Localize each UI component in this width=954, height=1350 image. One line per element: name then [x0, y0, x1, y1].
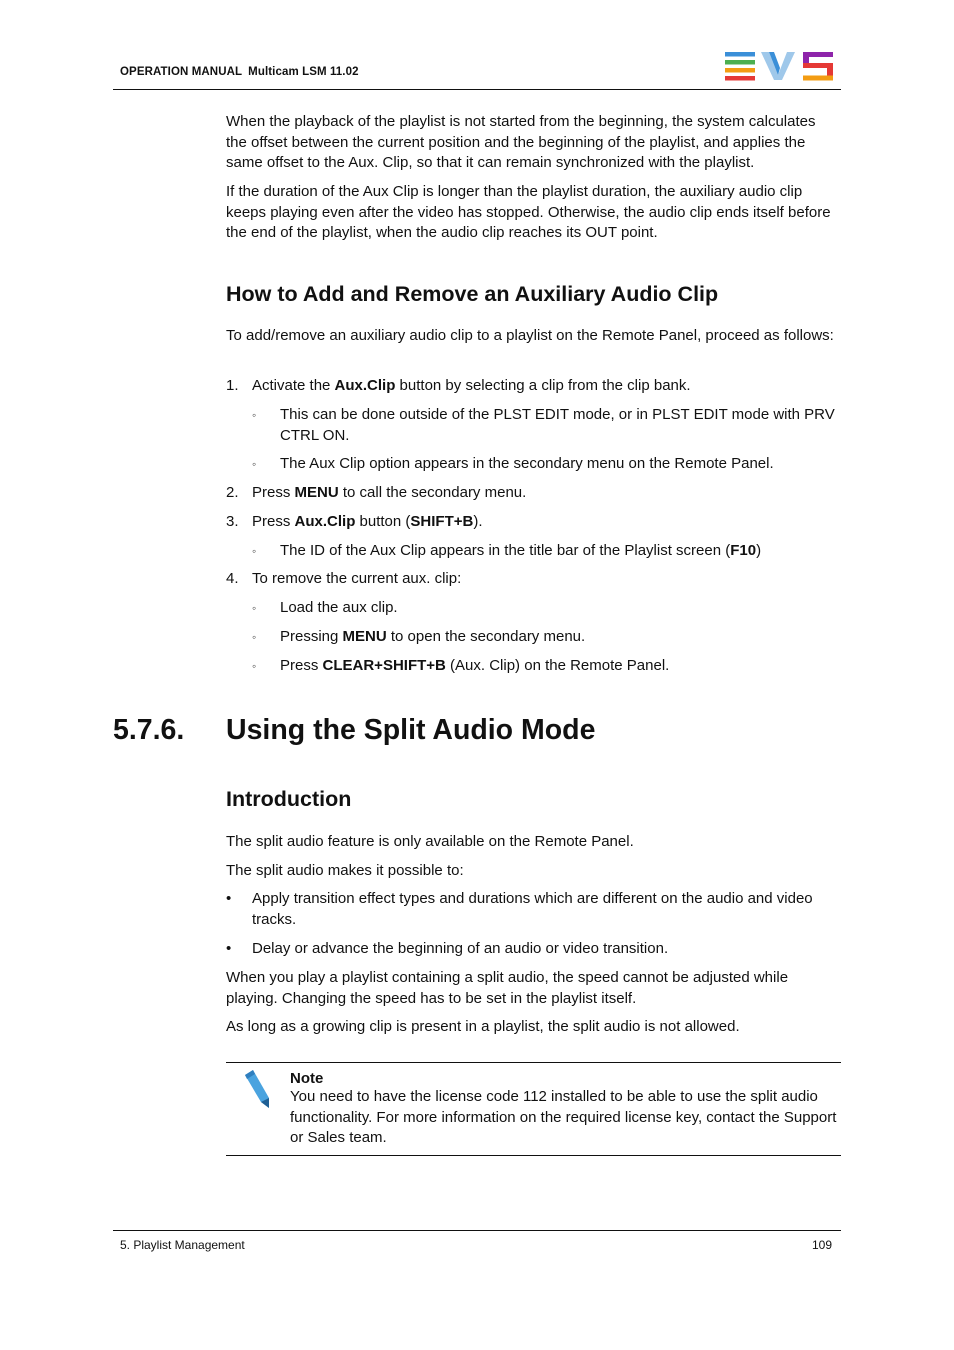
step-3-sub-1: The ID of the Aux Clip appears in the title bar of the Playlist screen (F10)	[280, 542, 762, 559]
evs-logo	[725, 51, 835, 81]
sub-bullet-marker: ◦	[252, 659, 257, 673]
sub-bullet-marker: ◦	[252, 630, 257, 644]
footer-chapter: 5. Playlist Management	[120, 1238, 245, 1252]
step-4: To remove the current aux. clip:	[252, 570, 462, 587]
product-name: Multicam LSM 11.02	[248, 66, 359, 78]
step-1-sub-1: This can be done outside of the PLST EDIT mode, or in PLST EDIT mode with PRV CTRL ON.	[280, 406, 835, 444]
split-bullet-1: Apply transition effect types and durations which are different on the audio and video tracks.	[252, 890, 813, 928]
section-title: Using the Split Audio Mode	[226, 714, 596, 746]
header-title	[120, 66, 359, 78]
step-2: Press MENU to call the secondary menu.	[252, 484, 527, 501]
footer-rule	[113, 1230, 841, 1231]
step-4-sub-3: Press CLEAR+SHIFT+B (Aux. Clip) on the Remote Panel.	[280, 657, 670, 674]
introduction-heading: Introduction	[226, 787, 352, 811]
step-4-sub-1: Load the aux clip.	[280, 599, 398, 616]
intro-paragraph-2: If the duration of the Aux Clip is longer than the playlist duration, the auxiliary audio clip keeps playing even after the video has stopped. Otherwise, the audio clip ends itself before the end of the playlist, when the audio clip reaches its OUT point.	[226, 183, 831, 241]
header-rule	[113, 89, 841, 90]
step-1: Activate the Aux.Clip button by selecting a clip from the clip bank.	[252, 377, 691, 394]
step-3: Press Aux.Clip button (SHIFT+B).	[252, 513, 483, 530]
manual-label: OPERATION MANUAL	[120, 66, 243, 78]
pencil-icon	[242, 1068, 274, 1110]
step-number: 4.	[226, 570, 239, 587]
split-bullet-2: Delay or advance the beginning of an audio or video transition.	[252, 940, 669, 957]
step-1-sub-2: The Aux Clip option appears in the secondary menu on the Remote Panel.	[280, 455, 774, 472]
note-text: You need to have the license code 112 installed to be able to use the split audio functionality. For more information on the required license key, contact the Support or Sales team.	[290, 1088, 837, 1146]
step-number: 1.	[226, 377, 239, 394]
split-paragraph-1: The split audio feature is only available on the Remote Panel.	[226, 833, 634, 850]
sub-bullet-marker: ◦	[252, 408, 257, 422]
bullet-marker: •	[226, 890, 232, 907]
split-paragraph-3: When you play a playlist containing a split audio, the speed cannot be adjusted while playing. Changing the speed has to be set in the playlist itself.	[226, 969, 789, 1007]
section-number: 5.7.6.	[113, 714, 185, 746]
sub-bullet-marker: ◦	[252, 457, 257, 471]
step-number: 3.	[226, 513, 239, 530]
note-title: Note	[290, 1070, 324, 1087]
note-bottom-rule	[226, 1155, 841, 1156]
sub-bullet-marker: ◦	[252, 601, 257, 615]
split-audio-section-heading	[113, 714, 595, 747]
step-4-sub-2: Pressing MENU to open the secondary menu.	[280, 628, 586, 645]
bullet-marker: •	[226, 940, 232, 957]
sub-bullet-marker: ◦	[252, 544, 257, 558]
split-paragraph-2: The split audio makes it possible to:	[226, 862, 464, 879]
note-top-rule	[226, 1062, 841, 1063]
page-number: 109	[812, 1238, 833, 1252]
split-paragraph-4: As long as a growing clip is present in a playlist, the split audio is not allowed.	[226, 1018, 740, 1035]
aux-section-heading: How to Add and Remove an Auxiliary Audio Clip	[226, 282, 719, 306]
step-number: 2.	[226, 484, 239, 501]
aux-lead-paragraph: To add/remove an auxiliary audio clip to a playlist on the Remote Panel, proceed as follows:	[226, 327, 834, 344]
intro-paragraph-1: When the playback of the playlist is not started from the beginning, the system calculates the offset between the current position and the beginning of the playlist, and applies the same offset to the Aux. Clip, so that it can remain synchronized with the playlist.	[226, 113, 816, 171]
